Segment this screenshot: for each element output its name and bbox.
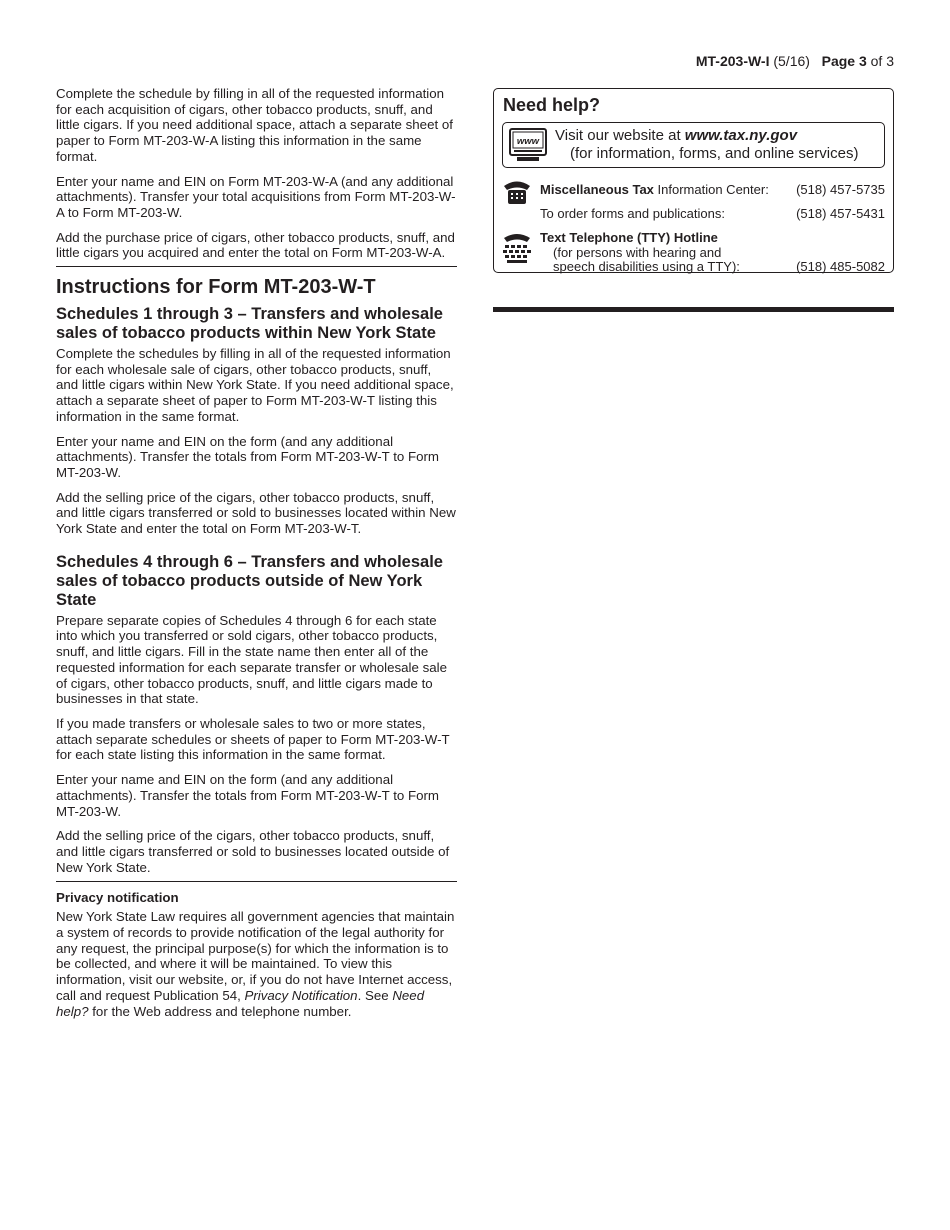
schedules-4-6-paragraph-1: Prepare separate copies of Schedules 4 through 6 for each state into which you transferred or sold cigars, other tobacco products, snuff, and little cigars. Fill in the state name then enter all of the requested information for each separate transfer or wholesale sale of cigars, other tobacco products, snuff, and little cigars made to businesses in that state.: [56, 612, 447, 707]
schedules-1-3-paragraph-3: Add the selling price of the cigars, other tobacco products, snuff, and little cigars transferred or sold to businesses located within New York State and enter the total on Form MT-203-W-T.: [56, 489, 456, 537]
divider: [56, 266, 457, 267]
intro-paragraph-1: Complete the schedule by filling in all of the requested information for each acquisition of cigars, other tobacco products, snuff, and little cigars. If you need additional space, attach a separate sheet of paper to Form MT-203-W-A listing this information in the same format.: [56, 86, 453, 164]
form-id: MT-203-W-I: [695, 53, 770, 69]
schedules-1-3-paragraph-1: Complete the schedules by filling in all of the requested information for each wholesale sale of cigars, other tobacco products, snuff, and little cigars within New York State. If you need additional space, attach a separate sheet of paper to Form MT-203-W-T listing this information in the same format.: [56, 346, 454, 424]
need-help-title: Need help?: [503, 95, 601, 115]
tty-contact: [502, 229, 885, 275]
computer-icon: [509, 128, 547, 162]
website-box: [502, 122, 885, 168]
privacy-heading: Privacy notification: [56, 890, 179, 906]
thick-divider: [493, 307, 894, 312]
page-of: of 3: [870, 53, 894, 69]
svg-text:www: www: [516, 136, 540, 147]
schedules-1-3-heading: Schedules 1 through 3 – Transfers and wholesale sales of tobacco products within New York State: [56, 305, 443, 343]
tty-icon: [502, 231, 532, 265]
right-column: [493, 88, 894, 312]
schedules-4-6-paragraph-2: If you made transfers or wholesale sales to two or more states, attach separate schedules or sheets of paper to Form MT-203-W-T for each state listing this information in the same format.: [56, 715, 450, 763]
intro-paragraph-2: Enter your name and EIN on Form MT-203-W-A (and any additional attachments). Transfer your total acquisitions from Form MT-203-W-A to Form MT-203-W.: [56, 173, 456, 220]
misc-tax-label: Miscellaneous Tax Information Center:: [540, 182, 769, 197]
order-forms-number: (518) 457-5431: [796, 206, 885, 221]
website-subtext: (for information, forms, and online services): [570, 145, 859, 162]
form-revision: (5/16): [773, 53, 810, 69]
tty-line-2: speech disabilities using a TTY):: [553, 259, 740, 274]
misc-tax-number: (518) 457-5735: [796, 182, 885, 197]
left-column: [56, 86, 457, 1028]
schedules-4-6-paragraph-3: Enter your name and EIN on the form (and any additional attachments). Transfer the totals from Form MT-203-W-T to Form MT-203-W.: [56, 772, 439, 819]
page-label: Page 3: [821, 53, 867, 69]
schedules-4-6-heading: Schedules 4 through 6 – Transfers and wholesale sales of tobacco products outside of New York State: [56, 552, 443, 609]
schedules-4-6-paragraph-4: Add the selling price of the cigars, other tobacco products, snuff, and little cigars transferred or sold to businesses located outside of New York State.: [56, 828, 450, 875]
website-link[interactable]: www.tax.ny.gov: [684, 127, 798, 144]
tty-title: Text Telephone (TTY) Hotline: [540, 230, 718, 245]
schedules-1-3-paragraph-2: Enter your name and EIN on the form (and any additional attachments). Transfer the totals from Form MT-203-W-T to Form MT-203-W.: [56, 433, 439, 480]
privacy-text: New York State Law requires all government agencies that maintain a system of records to provide notification of the legal authority for any request, the principal purpose(s) for which the information is to be collected, and where it will be maintained. To view this information, visit our website, or, if you do not have Internet access, call and request Publication 54, Privacy Notification. See Need help? for the Web address and telephone number.: [56, 909, 455, 1019]
instructions-title: Instructions for Form MT-203-W-T: [56, 276, 376, 299]
divider: [56, 881, 457, 882]
order-forms-label: To order forms and publications:: [540, 206, 725, 221]
tty-line-1: (for persons with hearing and: [553, 245, 722, 260]
tty-number: (518) 485-5082: [796, 259, 885, 274]
need-help-box: [493, 88, 894, 273]
page-header: [696, 53, 894, 69]
misc-tax-contact: [502, 176, 885, 227]
intro-paragraph-3: Add the purchase price of cigars, other tobacco products, snuff, and little cigars you acquired and enter the total on Form MT-203-W-A.: [56, 229, 455, 261]
telephone-icon: [502, 178, 532, 208]
website-line: Visit our website at www.tax.ny.gov: [555, 127, 798, 144]
